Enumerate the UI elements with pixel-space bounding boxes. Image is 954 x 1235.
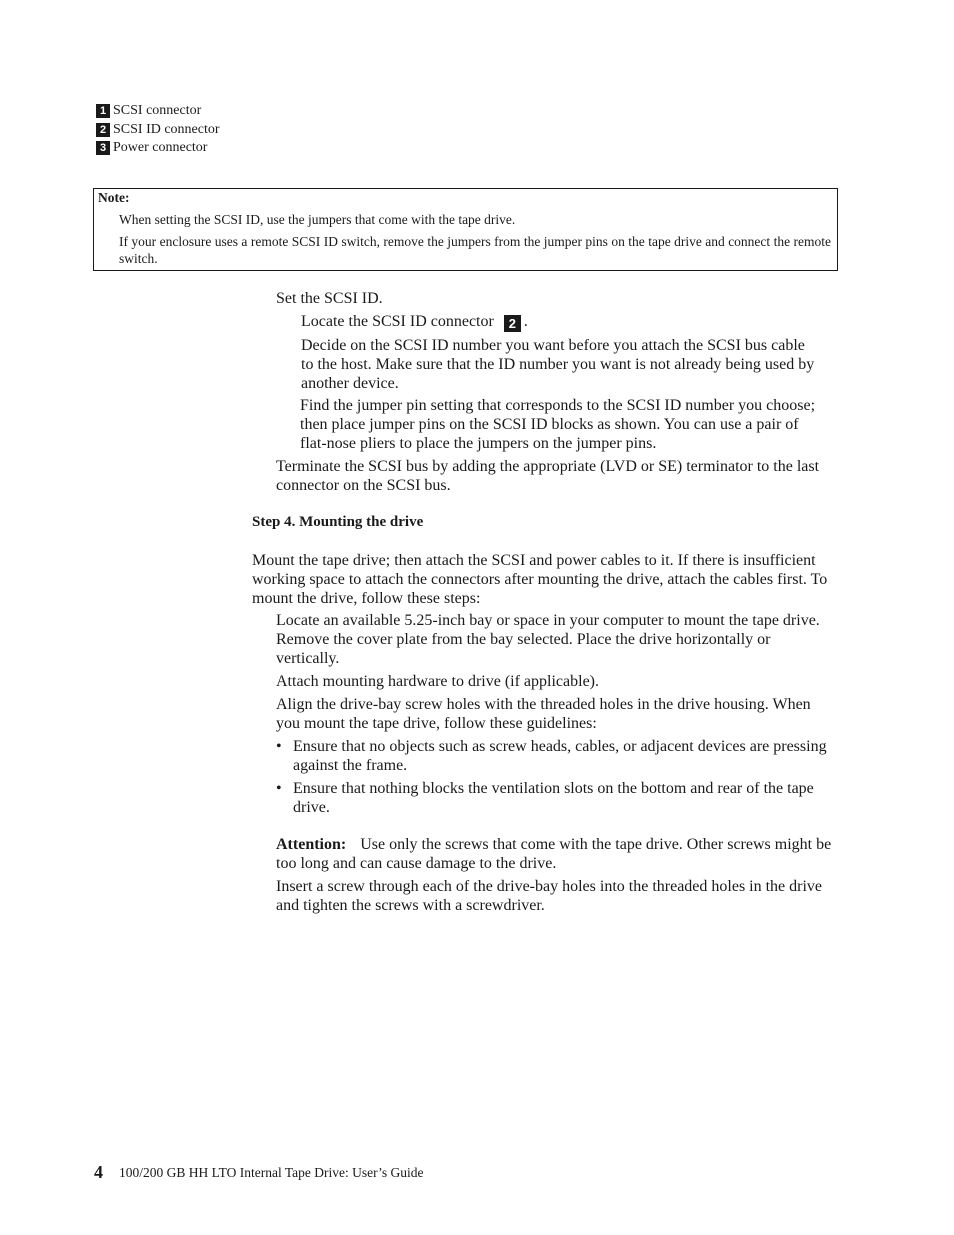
legend-label: SCSI connector	[113, 103, 202, 118]
locate-scsi-id-connector	[301, 312, 841, 332]
callout-badge: 1	[96, 104, 110, 118]
connector-legend	[96, 102, 220, 158]
attention-text: Use only the screws that come with the tape drive. Other screws might be too long and can cause damage to the drive.	[276, 836, 832, 872]
callout-badge: 3	[96, 141, 110, 155]
guideline-bullet	[276, 779, 844, 817]
note-paragraph-remote-switch: If your enclosure uses a remote SCSI ID switch, remove the jumpers from the jumper pins on the tape drive and connect the remote switch.	[119, 234, 831, 266]
bullet-text: Ensure that nothing blocks the ventilation slots on the bottom and rear of the tape drive.	[293, 780, 814, 816]
decide-scsi-id-paragraph: Decide on the SCSI ID number you want before you attach the SCSI bus cable to the host. Make sure that the ID number you want is not already being used by another device.	[301, 337, 815, 392]
step-4-heading: Step 4. Mounting the drive	[252, 514, 424, 530]
legend-label: SCSI ID connector	[113, 121, 220, 137]
attach-hardware-paragraph: Attach mounting hardware to drive (if applicable).	[276, 673, 599, 690]
bullet-icon: •	[276, 780, 282, 797]
callout-badge: 2	[504, 315, 521, 332]
legend-label: Power connector	[113, 140, 208, 155]
note-label: Note:	[98, 190, 130, 205]
terminate-scsi-bus-paragraph: Terminate the SCSI bus by adding the appropriate (LVD or SE) terminator to the last connector on the SCSI bus.	[276, 458, 820, 494]
insert-screw-paragraph: Insert a screw through each of the drive-bay holes into the threaded holes in the drive and tighten the screws with a screwdriver.	[276, 878, 823, 914]
bullet-icon: •	[276, 738, 282, 755]
note-box	[93, 188, 838, 271]
attention-paragraph	[276, 835, 832, 873]
legend-item-power-connector	[96, 139, 220, 158]
mount-drive-intro: Mount the tape drive; then attach the SCSI and power cables to it. If there is insufficient working space to attach the connectors after mounting the drive, attach the cables first. To mount the drive, follow these steps:	[252, 552, 828, 607]
set-scsi-id-intro: Set the SCSI ID.	[276, 290, 383, 307]
note-paragraph-jumpers: When setting the SCSI ID, use the jumpers that come with the tape drive.	[119, 212, 516, 227]
bullet-text: Ensure that no objects such as screw heads, cables, or adjacent devices are pressing against the frame.	[293, 738, 827, 774]
locate-bay-paragraph: Locate an available 5.25-inch bay or space in your computer to mount the tape drive. Remove the cover plate from the bay selected. Place the drive horizontally or vertically.	[276, 612, 820, 667]
guideline-bullet	[276, 737, 844, 775]
legend-item-scsi-id-connector	[96, 121, 220, 140]
legend-item-scsi-connector	[96, 102, 220, 121]
callout-badge: 2	[96, 123, 110, 137]
align-screw-holes-paragraph: Align the drive-bay screw holes with the threaded holes in the drive housing. When you mount the tape drive, follow these guidelines:	[276, 696, 811, 732]
locate-period: .	[523, 313, 528, 330]
footer-title: 100/200 GB HH LTO Internal Tape Drive: User’s Guide	[119, 1165, 424, 1180]
find-jumper-setting-paragraph: Find the jumper pin setting that corresponds to the SCSI ID number you choose; then place jumper pins on the SCSI ID blocks as shown. You can use a pair of flat-nose pliers to place the jumpers on the jumper pins.	[300, 397, 816, 452]
attention-label: Attention:	[276, 836, 347, 853]
locate-text: Locate the SCSI ID connector	[301, 313, 494, 330]
page-number: 4	[94, 1162, 103, 1182]
